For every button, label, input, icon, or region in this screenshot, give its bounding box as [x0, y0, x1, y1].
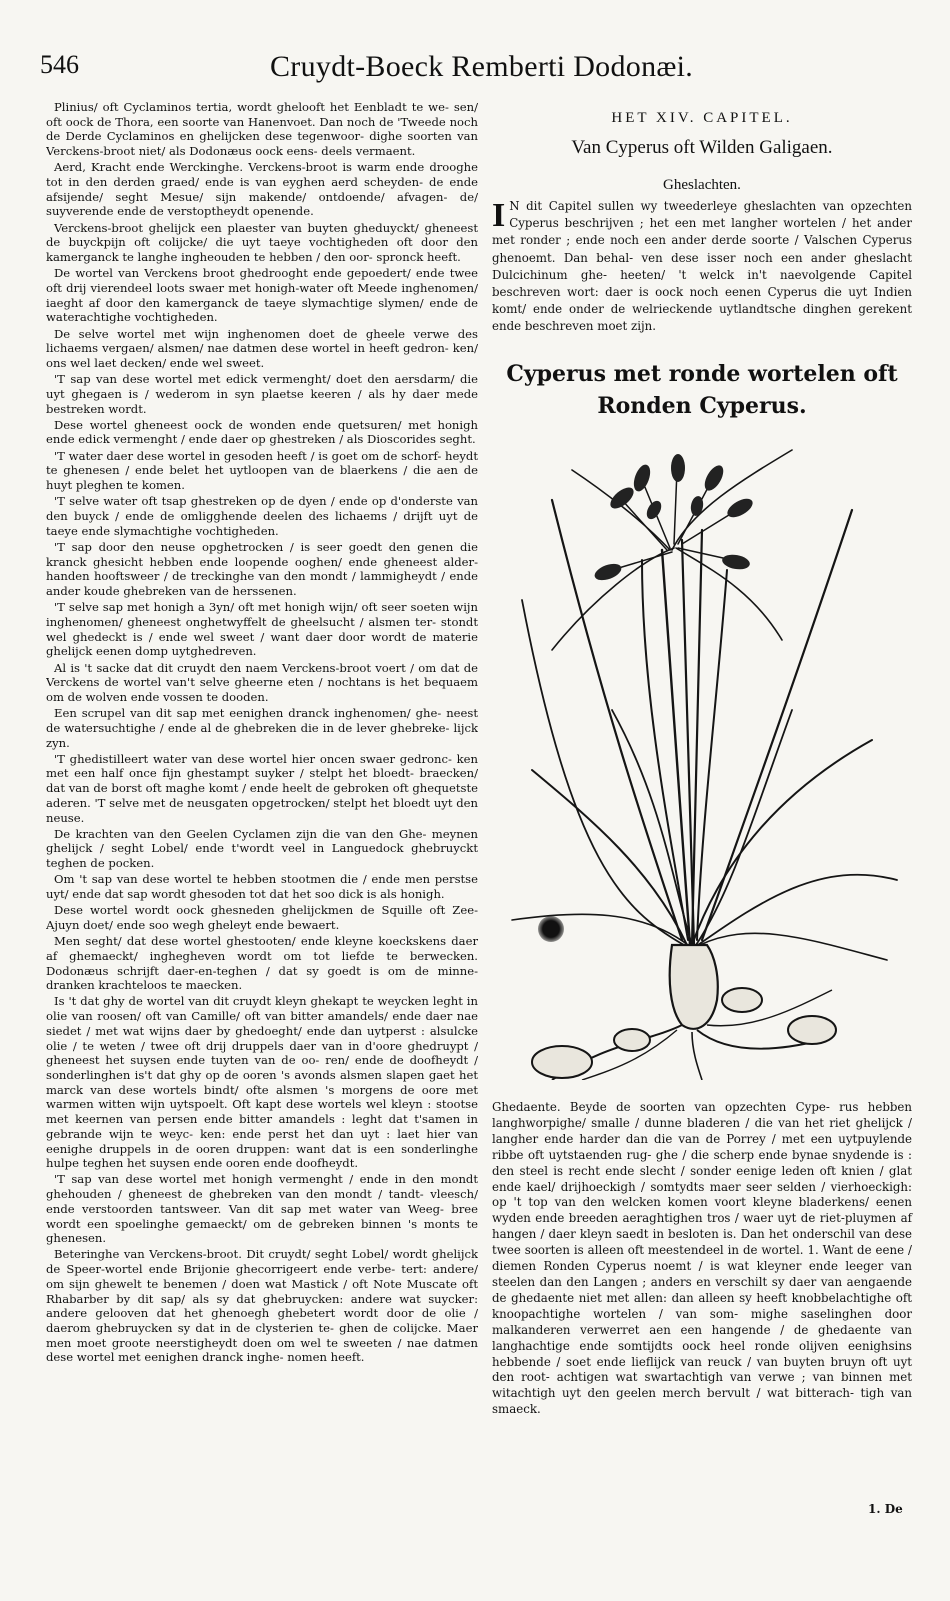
paragraph: Dese wortel wordt oock ghesneden ghelijckmen de Squille oft Zee-Ajuyn doet/ ende soo wegh gheleyt ende bewaert.	[46, 903, 478, 932]
paragraph: 'T water daer dese wortel in gesoden heeft / is goet om de schorf- heydt te ghenesen / ende belet het uytloopen van de blaerkens / die aen de huyt pleghen te komen.	[46, 448, 478, 493]
running-title: Cruydt-Boeck Remberti Dodonæi.	[270, 50, 694, 83]
catchword: 1. De	[868, 1502, 903, 1516]
cyperus-woodcut-illustration	[492, 440, 912, 1080]
ink-blot	[538, 916, 564, 942]
chapter-intro	[492, 198, 912, 336]
chapter-subtitle: Van Cyperus oft Wilden Galigaen.	[571, 137, 833, 158]
paragraph: 'T selve sap met honigh a 3yn/ oft met honigh wijn/ oft seer soeten wijn inghenomen/ gheneest onghetwyffelt de gheelsucht / alsmen ter- stondt wel ghedeckt is / ende wel sweet / want daer door wordt de materie ghelijck eenen domp uytghedreven.	[46, 600, 478, 659]
paragraph: Men seght/ dat dese wortel ghestooten/ ende kleyne koeckskens daer af ghemaeckt/ inghegheven wordt om tot liefde te berwecken. Dodonæus schrijft daer-en-teghen / dat sy goedt is om de minne- dranken krachteloos te maecken.	[46, 934, 478, 993]
drop-initial: I	[492, 197, 506, 234]
right-text-column	[492, 110, 912, 422]
paragraph: Plinius/ oft Cyclaminos tertia, wordt ghelooft het Eenbladt te we- sen/ oft oock de Thora, een soorte van Hanenvoet. Dan noch de 'Tweede noch de Derde Cyclaminos en ghelijcken dese tegenwoor- dighe soorten van Verckens-broot niet/ als Dodonæus oock eens- deels vermaent.	[46, 100, 478, 159]
figure-caption-line: Cyperus met ronde wortelen oft	[506, 360, 898, 387]
paragraph: De krachten van den Geelen Cyclamen zijn die van den Ghe- meynen ghelijck / seght Lobel/ ende t'wordt veel in Languedock ghebruyckt teghen de pocken.	[46, 826, 478, 871]
paragraph: Verckens-broot ghelijck een plaester van buyten gheduyckt/ gheneest de buyckpijn oft colijcke/ die uyt taeye vochtigheden oft door den kamerganck te langhe ingheouden te hebben / den oor- spronck heeft.	[46, 220, 478, 265]
intro-text: N dit Capitel sullen wy tweederleye gheslachten van opzechten Cyperus beschrijven ; het een met langher wortelen / het ander met ronder ; ende noch een ander derde soorte / Valschen Cyperus ghenoemt. Dan behal- ven dese isser noch een ander gheslacht Dulcichinum ghe- heeten/ 't welck in't naevolgende Capitel beschreven wort: daer is oock noch eenen Cyperus die uyt Indien komt/ ende onder de welrieckende uytlandtsche dinghen gerekent ende beschreven moet zijn.	[492, 199, 912, 334]
figure-caption-line: Ronden Cyperus.	[597, 392, 807, 419]
paragraph: De selve wortel met wijn inghenomen doet de gheele verwe des lichaems vergaen/ alsmen/ nae datmen dese wortel in heeft gedron- ken/ ons wel laet decken/ ende wel sweet.	[46, 326, 478, 370]
paragraph: Al is 't sacke dat dit cruydt den naem Verckens-broot voert / om dat de Verckens de wortel van't selve gheerne eten / nochtans is het bequaem om de wolven ende vossen te dooden.	[46, 660, 478, 704]
description-paragraph: Ghedaente. Beyde de soorten van opzechten Cype- rus hebben langhworpighe/ smalle / dunne bladeren / die van het riet ghelijck / langher ende harder dan die van de Porrey / met een uytpuylende ribbe oft uytstaenden rug- ghe / die scherp ende bynae snydende is : den steel is recht ende slecht / sonder eenige leden oft knien / glat ende kael/ drijhoeckigh / somtydts maer seer selden / vierhoeckigh: op 't top van den welcken komen voort kleyne bladerkens/ eenen wyden ende breeden aeraghtighen tros / waer uyt de riet-pluymen af hangen / daer kleyn saedt in besloten is. Dan het onderschil van dese twee soorten is alleen oft meestendeel in de wortel. 1. Want de eene / diemen Ronden Cyperus noemt / is wat kleyner ende leeger van steelen dan den Langen ; anders en verschilt sy daer van aengaende de ghedaente niet met allen: dan alleen sy heeft knobbelachtighe oft knoopachtighe wortelen / van som- mighe saselinghen door malkanderen verwerret aen een hangende / de ghedaente van langhachtige ende somtijdts oock heel ronde olijven eenighsins hebbende / soet ende lieflijck van reuck / van buyten bruyn oft uyt den root- achtigen wat swartachtigh van verwe ; van binnen met witachtigh uyt den geelen merch bervult / wat bitterach- tigh van smaeck.	[492, 1100, 912, 1417]
paragraph: 'T sap van dese wortel met honigh vermenght / ende in den mondt ghehouden / gheneest de ghebreken van den mondt / tandt- vleesch/ ende verstoorden tantsweer. Van dit sap met water van Weeg- bree wordt een spoelinghe gemaeckt/ om de gebreken binnen 's monts te ghenesen.	[46, 1172, 478, 1246]
figure-caption	[492, 358, 912, 422]
page-number: 546	[40, 50, 79, 79]
paragraph: Een scrupel van dit sap met eenighen dranck inghenomen/ ghe- neest de watersuchtighe / ende al de ghebreken die in de lever ghebreke- lijck zyn.	[46, 706, 478, 750]
left-text-column	[46, 100, 478, 1550]
paragraph: Beteringhe van Verckens-broot. Dit cruydt/ seght Lobel/ wordt ghelijck de Speer-wortel ende Brijonie ghecorrigeert ende verbe- tert: andere/ om sijn ghewelt te benemen / doen wat Mastick / oft Note Muscate oft Rhabarber by dit sap/ als sy dat ghebruycken: andere wat suycker: andere gelooven dat het ghenoegh ghebetert wordt door de olie / daerom ghebruycken sy dat in de clysterien te- ghen de colijcke. Maer men moet groote neerstigheydt doen om wel te sweeten / nae datmen dese wortel met eenighen dranck inghe- nomen heeft.	[46, 1247, 478, 1365]
paragraph: 'T sap door den neuse opghetrocken / is seer goedt den genen die kranck ghesicht hebben ende loopende ooghen/ ende gheneest alder- handen hooftsweer / de treckinghe van den mondt / lammigheydt / ende ander koude ghebreken van de herssenen.	[46, 539, 478, 598]
paragraph: 'T sap van dese wortel met edick vermenght/ doet den aersdarm/ die uyt ghegaen is / wederom in syn plaetse keeren / als hy daer mede bestreken wordt.	[46, 372, 478, 416]
paragraph: De wortel van Verckens broot ghedrooght ende gepoedert/ ende twee oft drij vierendeel loots swaer met honigh-water oft Meede inghenomen/ iaeght af door den kamerganck de taeye slymachtige slymen/ ende de waterachtighe vochtigheden.	[46, 266, 478, 325]
paragraph: Dese wortel gheneest oock de wonden ende quetsuren/ met honigh ende edick vermenght / ende daer op ghestreken / als Dioscorides seght.	[46, 417, 478, 447]
paragraph: Aerd, Kracht ende Werckinghe. Verckens-broot is warm ende drooghe tot in den derden graed/ ende is van eyghen aerd scheyden- de ende afsijende/ seght Mesue/ sijn makende/ ontdoende/ afvagen- de/ suyverende ende de verstoptheydt openende.	[46, 160, 478, 219]
chapter-title: HET XIV. CAPITEL.	[611, 110, 793, 126]
paragraph: 'T selve water oft tsap ghestreken op de dyen / ende op d'onderste van den buyck / ende de omligghende deelen des lichaems / drijft uyt de taeye ende slymachtighe vochtigheden.	[46, 494, 478, 538]
paragraph: 'T ghedistilleert water van dese wortel hier oncen swaer gedronc- ken met een half once fijn ghestampt suyker / stelpt het bloedt- braecken/ dat van de borst oft maghe komt / ende heelt de gebroken oft ghequetste aderen. 'T selve met de neusgaten opgetrocken/ stelpt het bloedt uyt den neuse.	[46, 751, 478, 825]
paragraph: Is 't dat ghy de wortel van dit cruydt kleyn ghekapt te weycken leght in olie van roosen/ oft van Camille/ oft van bitter amandels/ ende daer nae siedet / met wat wijns daer by ghedoeght/ ende dan uytperst : alsulcke olie / te weten / twee oft drij druppels daer van in d'oore ghedruypt / gheneest het suysen ende tuyten van de oo- ren/ ende de doofheydt / sonderlinghen is't dat ghy op de ooren 's avonds alsmen slapen gaet het marck van dese wortels bindt/ ofte alsmen 's morgens de oore met warmen witten wijn uytspoelt. Oft kapt dese wortels wel kleyn : stootse met keernen van persen ende bitter amandels : leght dat t'samen in gebrande wijn te weyc- ken: ende perst het dan uyt : laet hier van eenighe druppels in de ooren druppen: want dat is een sonderlinghe hulpe teghen het suysen ende ooren ende doofheydt.	[46, 994, 478, 1171]
section-heading: Gheslachten.	[663, 177, 741, 193]
paragraph: Om 't sap van dese wortel te hebben stootmen die / ende men perstse uyt/ ende dat sap wordt ghesoden tot dat het soo dick is als honigh.	[46, 872, 478, 902]
plant-drawing	[492, 440, 912, 1080]
